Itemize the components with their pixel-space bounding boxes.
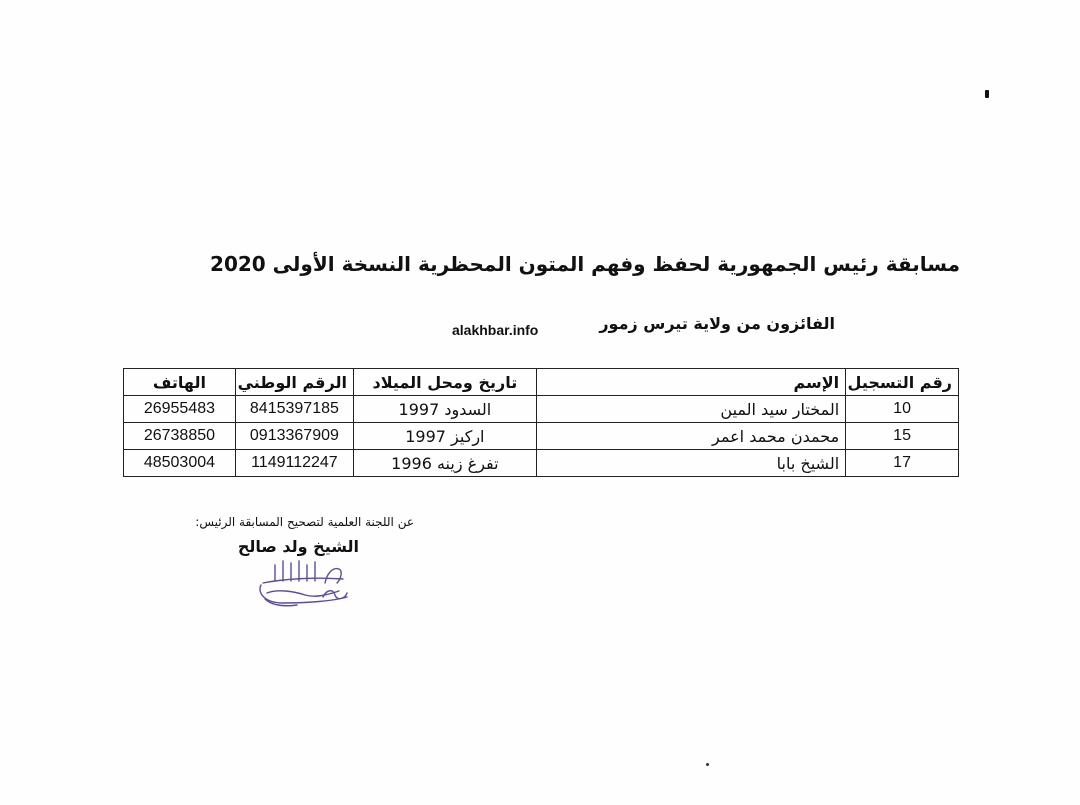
- header-name: الإسم: [536, 369, 845, 396]
- cell-name: محمدن محمد اعمر: [536, 423, 845, 450]
- cell-name: الشيخ بابا: [536, 450, 845, 477]
- cell-name: المختار سيد المين: [536, 396, 845, 423]
- table-row: [124, 396, 959, 423]
- cell-registration-number: 17: [846, 450, 959, 477]
- cell-registration-number: 10: [846, 396, 959, 423]
- scan-dot: [706, 763, 709, 766]
- header-phone: الهاتف: [124, 369, 236, 396]
- scan-mark: [985, 90, 989, 98]
- cell-phone: 48503004: [124, 450, 236, 477]
- watermark-text: alakhbar.info: [452, 322, 539, 338]
- header-birth: تاريخ ومحل الميلاد: [353, 369, 536, 396]
- winners-table: [123, 368, 959, 477]
- cell-national-id: 8415397185: [235, 396, 353, 423]
- cell-registration-number: 15: [846, 423, 959, 450]
- table-header-row: [124, 369, 959, 396]
- document-title: مسابقة رئيس الجمهورية لحفظ وفهم المتون المحظرية النسخة الأولى 2020: [210, 252, 960, 276]
- signature-drawing: [253, 553, 353, 609]
- cell-phone: 26955483: [124, 396, 236, 423]
- signer-name: الشيخ ولد صالح: [237, 537, 359, 556]
- cell-birth: تفرغ زينه 1996: [353, 450, 536, 477]
- table-row: [124, 423, 959, 450]
- cell-birth: السدود 1997: [353, 396, 536, 423]
- header-national-id: الرقم الوطني: [235, 369, 353, 396]
- header-registration-number: رقم التسجيل: [846, 369, 959, 396]
- committee-line: عن اللجنة العلمية لتصحيح المسابقة الرئيس:: [195, 515, 414, 529]
- cell-national-id: 1149112247: [235, 450, 353, 477]
- cell-phone: 26738850: [124, 423, 236, 450]
- document-subtitle: الفائزون من ولاية تيرس زمور: [599, 314, 835, 333]
- cell-birth: اركيز 1997: [353, 423, 536, 450]
- cell-national-id: 0913367909: [235, 423, 353, 450]
- table-row: [124, 450, 959, 477]
